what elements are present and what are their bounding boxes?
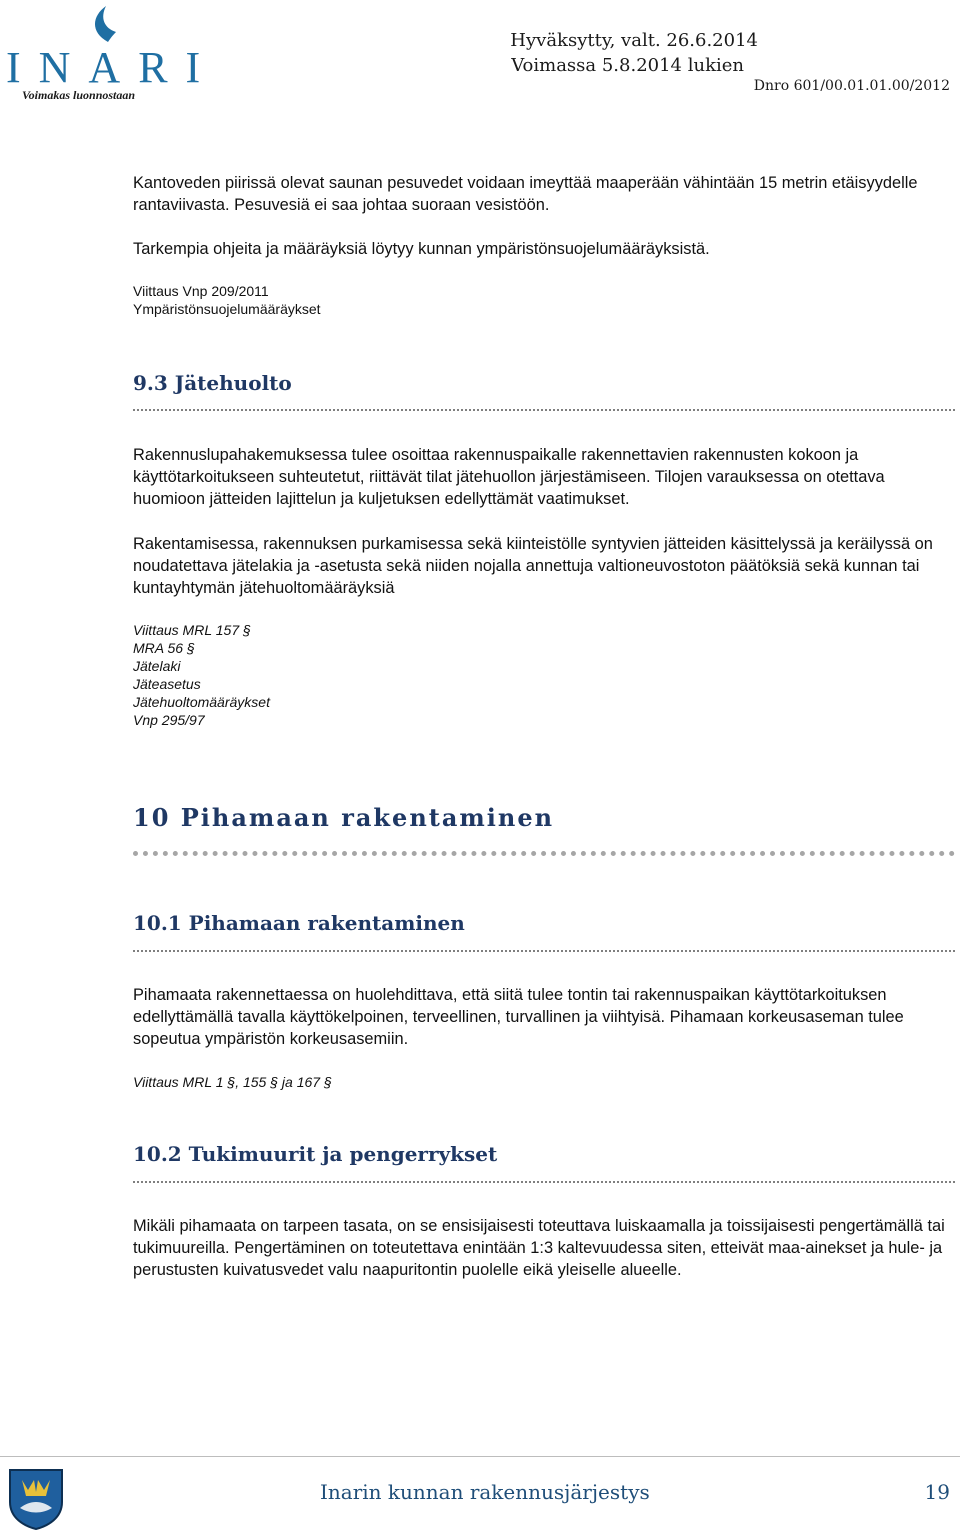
section-10-1-heading: 10.1 Pihamaan rakentaminen	[133, 911, 465, 935]
logo-slogan: Voimakas luonnostaan	[22, 88, 136, 102]
section-10-heading: 10 Pihamaan rakentaminen	[133, 803, 555, 832]
section-10-1-paragraph: Pihamaata rakennettaessa on huolehdittava, että siitä tulee tontin tai rakennuspaikan käyttötarkoituksen edellyttämällä tavalla käyttökelpoinen, terveellinen, turvallinen ja viihtyisä. Pihamaan korkeusaseman tulee sopeutua ympäristön korkeusasemiin.	[133, 986, 904, 1048]
reference-line: Viittaus MRL 157 §	[133, 622, 251, 638]
section-9-3-paragraph-2: Rakentamisessa, rakennuksen purkamisessa sekä kiinteistölle syntyvien jätteiden käsittelyssä ja keräilyssä on noudatettava jätelakia ja -asetusta sekä niiden nojalla annettuja valtioneuvostoton päätöksiä sekä kunnan tai kuntayhtymän jätehuoltomääräyksiä	[133, 535, 933, 597]
record-number: Dnro 601/00.01.01.00/2012	[753, 78, 950, 94]
reference-line: Jätehuoltomääräykset	[133, 694, 270, 710]
section-9-3-references	[133, 621, 270, 729]
coat-of-arms-icon	[8, 1468, 64, 1530]
page-number: 19	[924, 1480, 950, 1504]
section-9-3-heading: 9.3 Jätehuolto	[133, 371, 292, 395]
intro-reference-1: Viittaus Vnp 209/2011	[133, 283, 269, 299]
coat-of-arms	[8, 1468, 64, 1530]
logo-name: INARI	[6, 43, 219, 92]
reference-line: Vnp 295/97	[133, 712, 205, 728]
section-10-1-reference: Viittaus MRL 1 §, 155 § ja 167 §	[133, 1074, 332, 1090]
inari-logo	[6, 2, 219, 102]
intro-paragraph-2: Tarkempia ohjeita ja määräyksiä löytyy kunnan ympäristönsuojelumääräyksistä.	[133, 240, 710, 258]
section-9-3-paragraph-1: Rakennuslupahakemuksessa tulee osoittaa rakennuspaikalle rakennettavien rakennusten kokoon ja käyttötarkoitukseen suhteutetut, riittävät tilat jätehuollon järjestämiseen. Tilojen varauksessa on otettava huomioon jätteiden lajittelun ja kuljetuksen edellyttämät vaatimukset.	[133, 446, 885, 508]
intro-paragraph-1: Kantoveden piirissä olevat saunan pesuvedet voidaan imeyttää maaperään vähintään 15 metrin etäisyydelle rantaviivasta. Pesuvesiä ei saa johtaa suoraan vesistöön.	[133, 174, 918, 214]
section-10-2-heading: 10.2 Tukimuurit ja pengerrykset	[133, 1142, 498, 1166]
reference-line: Jätelaki	[133, 658, 181, 674]
section-10-1-rule	[133, 950, 955, 952]
section-10-rule	[133, 851, 955, 856]
inari-logo-icon	[86, 2, 126, 46]
reference-line: Jäteasetus	[133, 676, 201, 692]
footer-rule	[0, 1456, 960, 1457]
intro-reference-2: Ympäristönsuojelumääräykset	[133, 301, 321, 317]
reference-line: MRA 56 §	[133, 640, 195, 656]
in-force-date: Voimassa 5.8.2014 lukien	[511, 55, 744, 76]
footer-title: Inarin kunnan rakennusjärjestys	[320, 1480, 650, 1504]
section-10-2-paragraph: Mikäli pihamaata on tarpeen tasata, on se ensisijaisesti toteuttava luiskaamalla ja toissijaisesti pengertämällä tai tukimuureilla. Pengertäminen on toteutettava enintään 1:3 kaltevuudessa siten, etteivät maa-ainekset ja hule- ja perustusten kuivatusvedet valu naapuritontin puolelle eikä yleiselle alueelle.	[133, 1217, 945, 1279]
approved-date: Hyväksytty, valt. 26.6.2014	[510, 30, 758, 51]
section-10-2-rule	[133, 1181, 955, 1183]
section-9-3-rule	[133, 409, 955, 411]
